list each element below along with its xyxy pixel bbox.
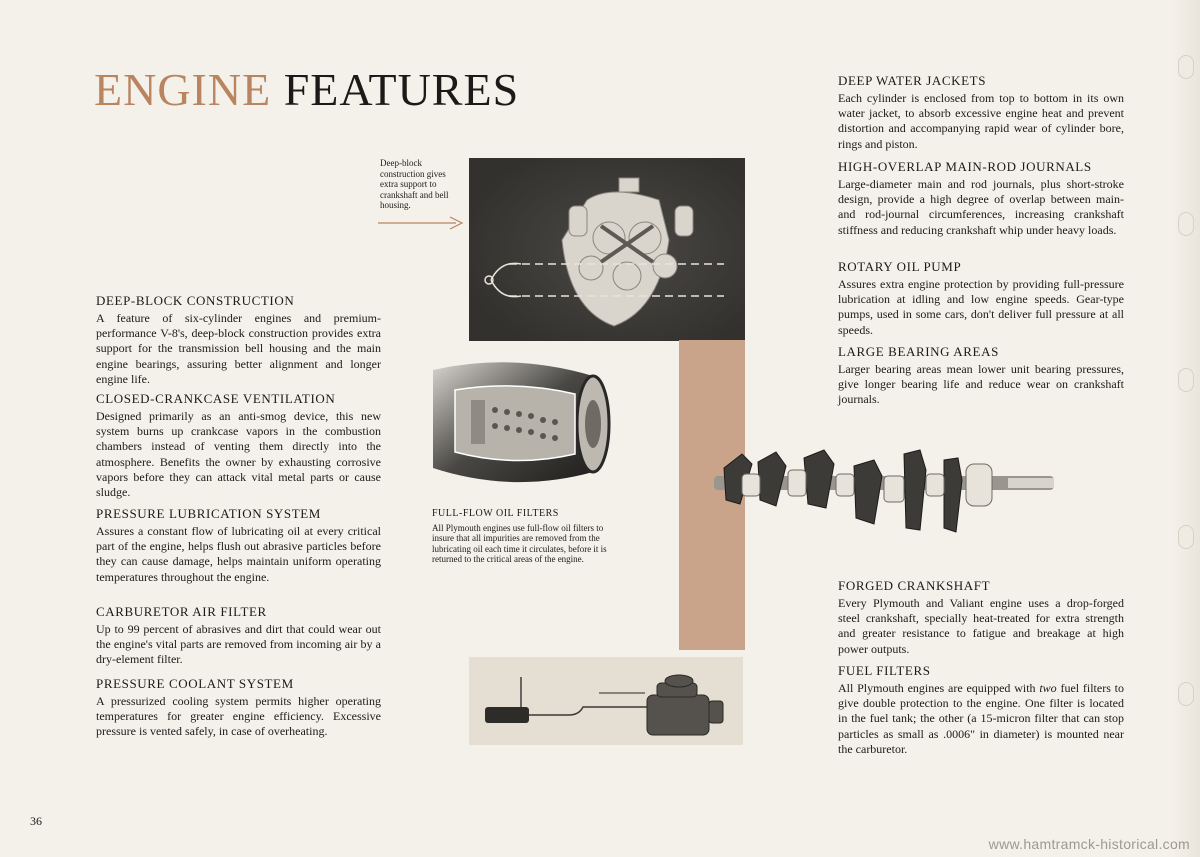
- section-heading: FUEL FILTERS: [838, 663, 931, 678]
- deep-block-callout: [380, 158, 458, 211]
- section-heading: DEEP-BLOCK CONSTRUCTION: [96, 293, 295, 308]
- fuel-filter-system-photo: [469, 657, 743, 745]
- section-body: Assures extra engine protection by providing full-pressure lubrication at idling and low engine speeds. Gear-type pumps, used in some cars, don't deliver full pressure at all speeds.: [838, 277, 1124, 337]
- crankshaft-image: [708, 440, 1058, 550]
- title-word-features: FEATURES: [283, 64, 520, 115]
- binding-hole: [1178, 682, 1194, 706]
- section-body: A pressurized cooling system permits higher operating temperatures for greater engine efficiency. Excessive pressure is vented safely, in case of overheating.: [96, 694, 381, 739]
- section-heading: LARGE BEARING AREAS: [838, 344, 999, 359]
- section-body: Each cylinder is enclosed from top to bottom in its own water jacket, to absorb excessive engine heat and prevent distortion and accompanying rapid wear of cylinder bore, rings and piston.: [838, 91, 1124, 151]
- section-pressure-coolant-system: [96, 676, 381, 740]
- caption-heading: FULL-FLOW OIL FILTERS: [432, 508, 559, 519]
- engine-block-photo: [469, 158, 745, 341]
- binding-hole: [1178, 212, 1194, 236]
- watermark-url: www.hamtramck-historical.com: [988, 836, 1190, 852]
- body-text-start: All Plymouth engines are equipped with: [838, 681, 1040, 695]
- binding-hole: [1178, 525, 1194, 549]
- section-closed-crankcase-ventilation: [96, 391, 381, 500]
- section-body: Designed primarily as an anti-smog device, this new system burns up crankcase vapors in the combustion chambers instead of venting them directly into the atmosphere. Benefits the owner by exhausting corrosive vapors before they can attack vital metal parts or cause sludge.: [96, 409, 381, 500]
- section-deep-block-construction: [96, 293, 381, 387]
- page-number: 36: [30, 814, 42, 828]
- section-heading: HIGH-OVERLAP MAIN-ROD JOURNALS: [838, 159, 1092, 174]
- section-carburetor-air-filter: [96, 604, 381, 668]
- section-deep-water-jackets: [838, 73, 1124, 152]
- section-body: Large-diameter main and rod journals, plus short-stroke design, provide a high degree of overlap between main- and rod-journal circumferences, increasing crankshaft stiffness and reducing crankshaft whip under heavy loads.: [838, 177, 1124, 237]
- body-text-end: fuel filters to give double protection to the engine. One filter is located in the fuel tank; the other (a 15-micron filter that can stop particles as small as .0006" in diameter) is mounted near the carburetor.: [838, 681, 1124, 756]
- callout-pointer-line: [378, 214, 470, 234]
- section-high-overlap-journals: [838, 159, 1124, 238]
- section-heading: PRESSURE LUBRICATION SYSTEM: [96, 506, 321, 521]
- section-large-bearing-areas: [838, 344, 1124, 408]
- callout-text: Deep-block construction gives extra support to crankshaft and bell housing.: [380, 158, 449, 210]
- section-body: Up to 99 percent of abrasives and dirt that could wear out the engine's vital parts are removed from incoming air by a dry-element filter.: [96, 622, 381, 667]
- section-forged-crankshaft: [838, 578, 1124, 657]
- section-body: Every Plymouth and Valiant engine uses a drop-forged steel crankshaft, specially heat-treated for extra strength and greater resistance to fatigue and breakage at high power outputs.: [838, 596, 1124, 656]
- section-heading: CLOSED-CRANKCASE VENTILATION: [96, 391, 336, 406]
- binding-hole: [1178, 55, 1194, 79]
- caption-body: All Plymouth engines use full-flow oil filters to insure that all impurities are removed from the lubricating oil each time it circulates, before it is returned to the critical areas of the engine.: [432, 522, 607, 564]
- section-heading: CARBURETOR AIR FILTER: [96, 604, 267, 619]
- oil-filter-cutaway-image: [415, 350, 615, 500]
- section-rotary-oil-pump: [838, 259, 1124, 338]
- binding-hole: [1178, 368, 1194, 392]
- title-word-engine: ENGINE: [94, 64, 272, 115]
- section-heading: FORGED CRANKSHAFT: [838, 578, 991, 593]
- section-pressure-lubrication-system: [96, 506, 381, 585]
- page-title: [94, 62, 519, 118]
- section-body: [838, 681, 1124, 757]
- section-fuel-filters: [838, 663, 1124, 757]
- section-body: Larger bearing areas mean lower unit bearing pressures, give longer bearing life and reduce wear on crankshaft journals.: [838, 362, 1124, 407]
- section-body: Assures a constant flow of lubricating oil at every critical part of the engine, helps flush out abrasive particles before they can cause damage, helps maintain uniform operating temperatures throughout the engine.: [96, 524, 381, 584]
- binding-edge: [1172, 0, 1200, 857]
- oil-filter-caption: [432, 509, 608, 565]
- section-heading: PRESSURE COOLANT SYSTEM: [96, 676, 294, 691]
- section-heading: DEEP WATER JACKETS: [838, 73, 987, 88]
- body-text-emphasis: two: [1039, 681, 1057, 695]
- section-body: A feature of six-cylinder engines and premium-performance V-8's, deep-block construction provides extra support for the transmission bell housing and the main engine bearings, assuring better alignment and longer engine life.: [96, 311, 381, 386]
- section-heading: ROTARY OIL PUMP: [838, 259, 962, 274]
